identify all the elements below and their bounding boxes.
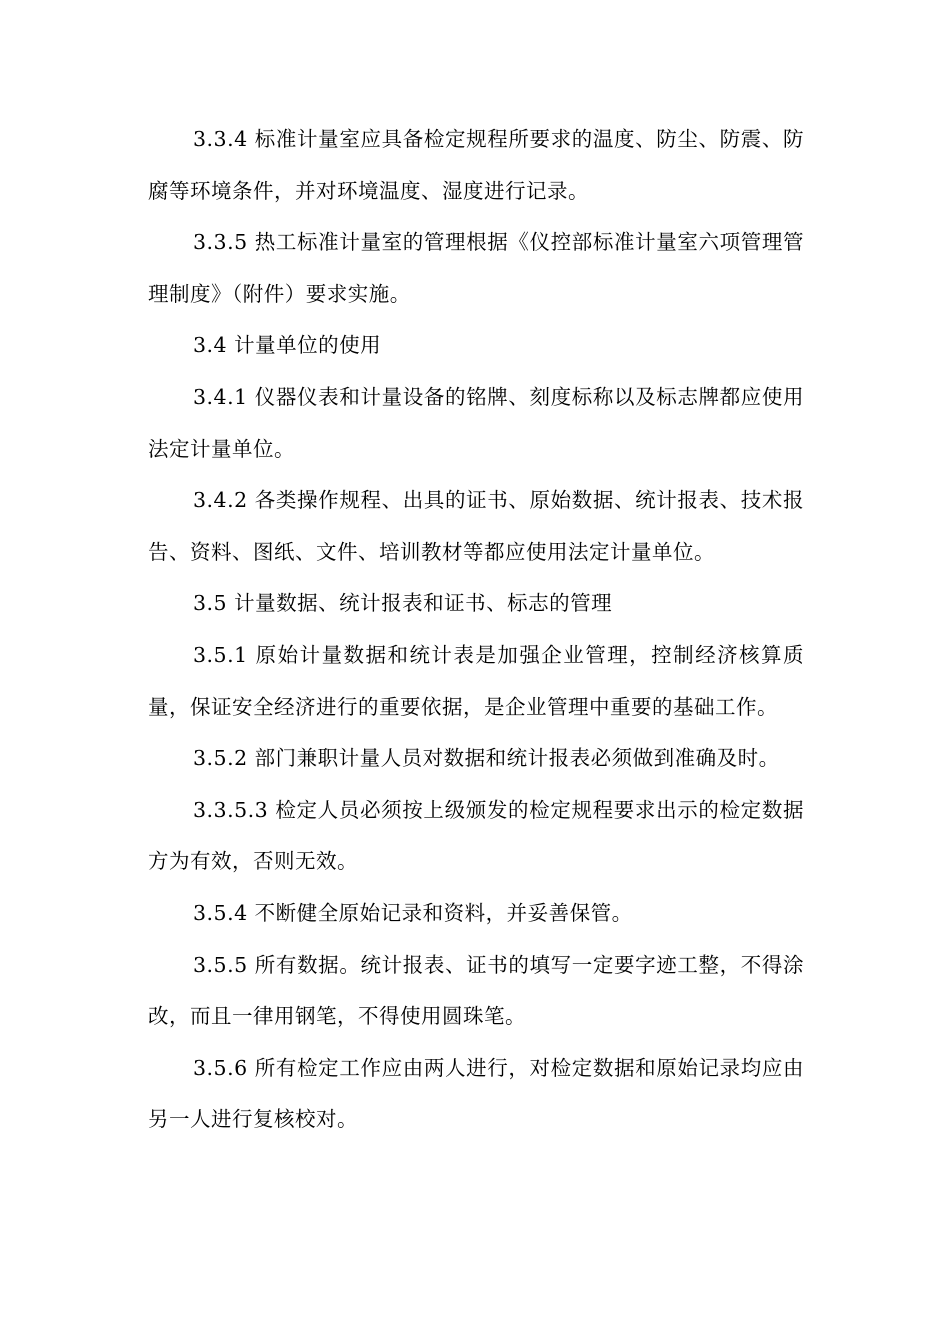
paragraph-3-3-5: 3.3.5 热工标准计量室的管理根据《仪控部标准计量室六项管理管理制度》（附件）要求实施。 <box>148 230 804 306</box>
paragraph-3-4-2: 3.4.2 各类操作规程、出具的证书、原始数据、统计报表、技术报告、资料、图纸、文件、培训教材等都应使用法定计量单位。 <box>148 488 804 564</box>
section-heading-3-4: 3.4 计量单位的使用 <box>193 333 382 358</box>
section-heading-3-5: 3.5 计量数据、统计报表和证书、标志的管理 <box>193 591 613 616</box>
paragraph-3-5-4: 3.5.4 不断健全原始记录和资料，并妥善保管。 <box>193 900 633 925</box>
paragraph-3-4-1: 3.4.1 仪器仪表和计量设备的铭牌、刻度标称以及标志牌都应使用法定计量单位。 <box>148 384 804 461</box>
paragraph-3-5-1: 3.5.1 原始计量数据和统计表是加强企业管理，控制经济核算质量，保证安全经济进行的重要依据，是企业管理中重要的基础工作。 <box>148 642 804 719</box>
paragraph-3-5-5: 3.5.5 所有数据。统计报表、证书的填写一定要字迹工整，不得涂改，而且一律用钢笔，不得使用圆珠笔。 <box>148 952 804 1029</box>
paragraph-3-5-2: 3.5.2 部门兼职计量人员对数据和统计报表必须做到准确及时。 <box>193 746 780 771</box>
document-body <box>148 114 804 1146</box>
paragraph-3-3-5-3: 3.3.5.3 检定人员必须按上级颁发的检定规程要求出示的检定数据方为有效，否则无效。 <box>148 797 804 874</box>
paragraph-3-5-6: 3.5.6 所有检定工作应由两人进行，对检定数据和原始记录均应由另一人进行复核校对。 <box>148 1055 804 1132</box>
paragraph-3-3-4: 3.3.4 标准计量室应具备检定规程所要求的温度、防尘、防震、防腐等环境条件，并对环境温度、湿度进行记录。 <box>148 127 804 203</box>
